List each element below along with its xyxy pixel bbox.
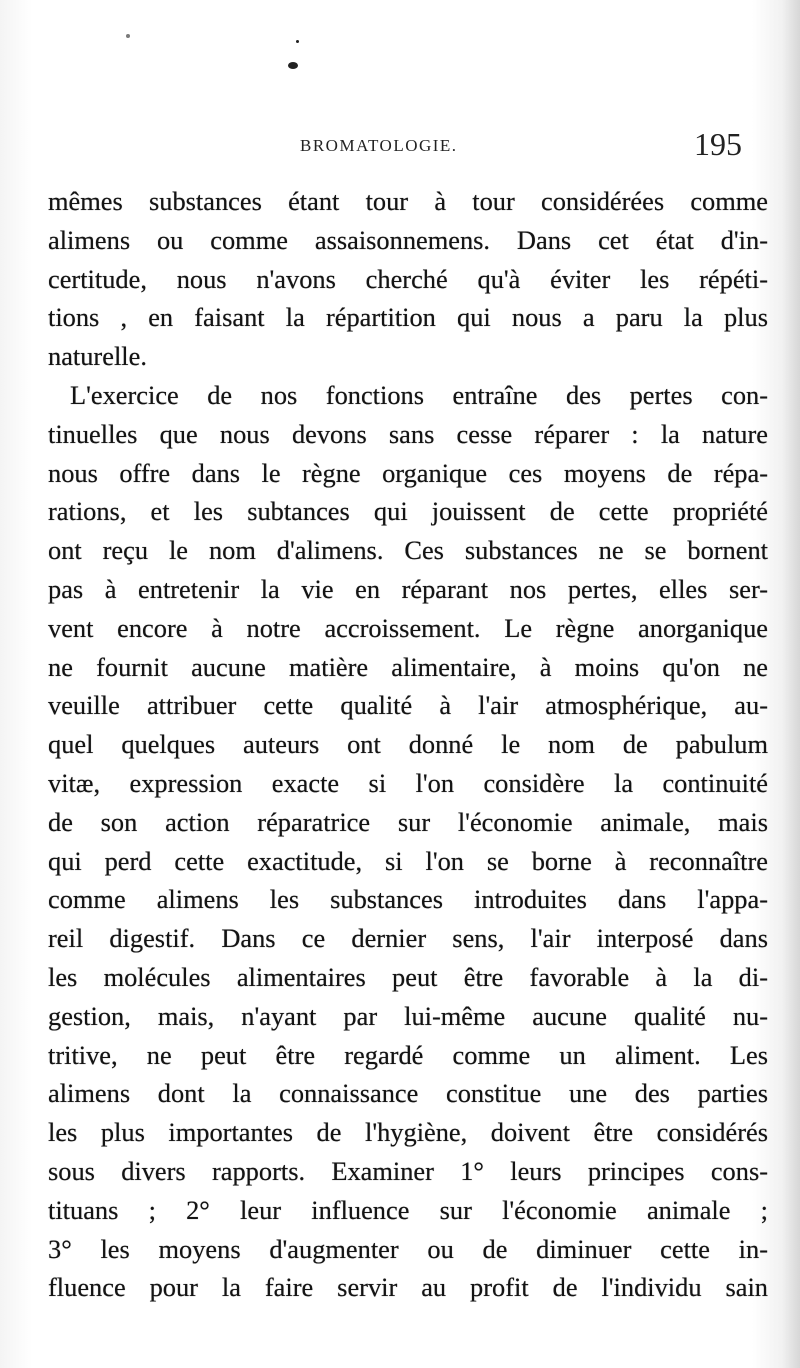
- text-line: de son action réparatrice sur l'économie animale, mais: [48, 806, 768, 837]
- text-line: fluence pour la faire servir au profit de l'individu sain: [48, 1272, 768, 1303]
- text-line: alimens ou comme assaisonnemens. Dans cet état d'in-: [48, 224, 768, 255]
- ink-speck: [288, 62, 298, 69]
- text-line: tinuelles que nous devons sans cesse réparer : la nature: [48, 418, 768, 449]
- text-line: comme alimens les substances introduites dans l'appa-: [48, 884, 768, 915]
- text-line: 3° les moyens d'augmenter ou de diminuer cette in-: [48, 1233, 768, 1264]
- text-line: qui perd cette exactitude, si l'on se borne à reconnaître: [48, 845, 768, 876]
- text-line: vitæ, expression exacte si l'on considère la continuité: [48, 767, 768, 798]
- text-line: ne fournit aucune matière alimentaire, à moins qu'on ne: [48, 651, 768, 682]
- text-line: mêmes substances étant tour à tour considérées comme: [48, 186, 768, 216]
- text-line: reil digestif. Dans ce dernier sens, l'air interposé dans: [48, 923, 768, 954]
- text-line: alimens dont la connaissance constitue une des parties: [48, 1078, 768, 1109]
- text-line: tions , en faisant la répartition qui nous a paru la plus: [48, 302, 768, 333]
- text-line: les molécules alimentaires peut être favorable à la di-: [48, 961, 768, 992]
- page-number: 195: [694, 126, 742, 162]
- text-line: tritive, ne peut être regardé comme un aliment. Les: [48, 1039, 768, 1070]
- ink-speck: [296, 40, 299, 43]
- running-header: BROMATOLOGIE.: [300, 136, 458, 155]
- text-line: ont reçu le nom d'alimens. Ces substances ne se bornent: [48, 535, 768, 566]
- text-line: naturelle.: [48, 341, 147, 372]
- text-line: gestion, mais, n'ayant par lui-même aucune qualité nu-: [48, 1000, 768, 1031]
- body-text: [48, 182, 768, 1307]
- text-line: tituans ; 2° leur influence sur l'économie animale ;: [48, 1194, 768, 1225]
- text-line: pas à entretenir la vie en réparant nos pertes, elles ser-: [48, 573, 768, 604]
- text-line: vent encore à notre accroissement. Le règne anorganique: [48, 612, 768, 643]
- text-line: rations, et les subtances qui jouissent de cette propriété: [48, 496, 768, 527]
- page-edge-shadow: [782, 0, 800, 1368]
- ink-speck: [126, 34, 130, 38]
- text-line: quel quelques auteurs ont donné le nom de pabulum: [48, 729, 768, 760]
- text-line: L'exercice de nos fonctions entraîne des pertes con-: [70, 379, 768, 410]
- text-line: les plus importantes de l'hygiène, doivent être considérés: [48, 1117, 768, 1148]
- text-line: sous divers rapports. Examiner 1° leurs principes cons-: [48, 1155, 768, 1186]
- text-line: certitude, nous n'avons cherché qu'à éviter les répéti-: [48, 263, 768, 294]
- text-line: veuille attribuer cette qualité à l'air atmosphérique, au-: [48, 690, 768, 721]
- text-line: nous offre dans le règne organique ces moyens de répa-: [48, 457, 768, 488]
